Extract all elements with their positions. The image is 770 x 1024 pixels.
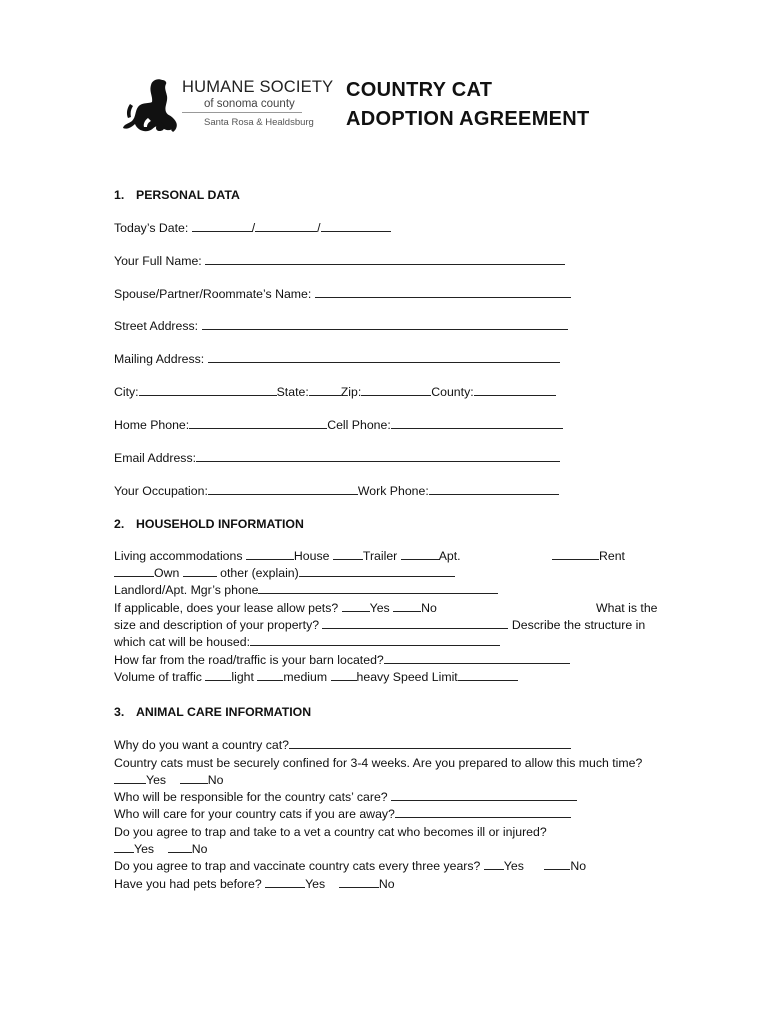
street-address-field[interactable] [202, 318, 568, 330]
option-label: No [378, 877, 395, 891]
confined-answer-row [114, 772, 223, 788]
field-label: State: [276, 385, 309, 399]
pets-yes-field[interactable] [265, 876, 305, 888]
todays-date-row: Today’s Date: / / [114, 220, 391, 236]
zip-field[interactable] [361, 384, 431, 396]
org-name: HUMANE SOCIETY [182, 78, 334, 96]
option-label: other (explain) [220, 566, 299, 580]
field-label: If applicable, does your lease allow pets? [114, 601, 339, 615]
trap-vet-no-field[interactable] [168, 841, 192, 853]
city-state-row [114, 384, 556, 400]
field-label: How far from the road/traffic is your barn located? [114, 653, 384, 667]
responsible-row [114, 789, 577, 805]
barn-distance-field[interactable] [384, 652, 570, 664]
option-label: Trailer [362, 549, 398, 563]
spouse-row [114, 286, 571, 302]
section-title: HOUSEHOLD INFORMATION [136, 517, 304, 531]
section-number: 3. [114, 705, 125, 719]
trap-vet-row [114, 824, 547, 840]
own-field[interactable] [114, 565, 154, 577]
option-label: medium [283, 670, 328, 684]
trap-vet-yes-field[interactable] [114, 841, 134, 853]
mailing-address-row [114, 351, 560, 367]
date-month-field[interactable] [192, 220, 252, 232]
home-phone-field[interactable] [189, 417, 327, 429]
option-label: No [421, 601, 437, 615]
title-line-1: COUNTRY CAT [346, 79, 493, 101]
section-number: 2. [114, 517, 125, 531]
field-label: City: [114, 385, 139, 399]
other-field[interactable] [183, 565, 217, 577]
option-label: House [293, 549, 330, 563]
option-label: No [570, 859, 587, 873]
section-1-heading [114, 187, 240, 203]
cell-phone-field[interactable] [391, 417, 563, 429]
section-title: ANIMAL CARE INFORMATION [136, 705, 312, 719]
option-label: Yes [134, 842, 155, 856]
option-label: Yes [503, 859, 524, 873]
option-label: Yes [146, 773, 167, 787]
option-label: Yes [369, 601, 390, 615]
field-label: Home Phone: [114, 418, 190, 432]
medium-field[interactable] [257, 669, 283, 681]
work-phone-field[interactable] [429, 483, 559, 495]
field-label: Speed Limit [392, 670, 458, 684]
vaccinate-row [114, 858, 586, 874]
confined-row [114, 755, 642, 771]
option-label: No [191, 842, 208, 856]
email-field[interactable] [196, 450, 560, 462]
full-name-field[interactable] [205, 253, 565, 265]
title-line-2: ADOPTION AGREEMENT [346, 108, 590, 130]
traffic-row [114, 669, 518, 685]
field-label: Country cats must be securely confined for 3-4 weeks. Are you prepared to allow this much time? [114, 756, 643, 770]
state-field[interactable] [309, 384, 341, 396]
section-number: 1. [114, 188, 125, 202]
away-row [114, 806, 571, 822]
section-title: PERSONAL DATA [136, 188, 240, 202]
field-label: Your Occupation: [114, 484, 208, 498]
rent-field[interactable] [552, 548, 599, 560]
landlord-row [114, 582, 498, 598]
living-accommodations-row [114, 548, 461, 564]
lease-yes-field[interactable] [342, 600, 370, 612]
option-label: Yes [305, 877, 326, 891]
what-is-the-text: What is the [596, 601, 658, 615]
field-label: Today’s Date: [114, 221, 189, 235]
email-row [114, 450, 560, 466]
field-label: Spouse/Partner/Roommate’s Name: [114, 287, 312, 301]
why-field[interactable] [289, 737, 571, 749]
phone-row [114, 417, 563, 433]
option-label: Apt. [438, 549, 461, 563]
org-location: Santa Rosa & Healdsburg [204, 117, 314, 128]
field-label: Street Address: [114, 319, 199, 333]
trailer-field[interactable] [333, 548, 363, 560]
option-label: Rent [599, 549, 625, 563]
lease-row [114, 600, 437, 616]
county-field[interactable] [474, 384, 556, 396]
section-3-heading [114, 704, 311, 720]
field-label: Cell Phone: [327, 418, 391, 432]
field-label: Work Phone: [357, 484, 429, 498]
option-label: heavy [356, 670, 390, 684]
spouse-name-field[interactable] [315, 286, 571, 298]
cat-housed-row [114, 634, 500, 650]
heavy-field[interactable] [331, 669, 357, 681]
field-label: Do you agree to trap and take to a vet a country cat who becomes ill or injured? [114, 825, 547, 839]
option-label: No [207, 773, 224, 787]
house-field[interactable] [246, 548, 294, 560]
field-label: Email Address: [114, 451, 197, 465]
field-label: size and description of your property? [114, 618, 320, 632]
why-row [114, 737, 571, 753]
field-label: Living accommodations [114, 549, 243, 563]
barn-distance-row [114, 652, 570, 668]
date-year-field[interactable] [321, 220, 391, 232]
field-label: Your Full Name: [114, 254, 202, 268]
mailing-address-field[interactable] [208, 351, 560, 363]
vaccinate-no-field[interactable] [544, 858, 570, 870]
field-label: Describe the structure in [511, 618, 646, 632]
speed-limit-field[interactable] [458, 669, 518, 681]
field-label: Who will care for your country cats if you are away? [114, 807, 395, 821]
field-label: Landlord/Apt. Mgr’s phone [114, 583, 259, 597]
confined-yes-field[interactable] [114, 772, 146, 784]
landlord-phone-field[interactable] [258, 582, 498, 594]
responsible-field[interactable] [391, 789, 577, 801]
field-label: Zip: [340, 385, 362, 399]
field-label: which cat will be housed: [114, 635, 251, 649]
rent-option [552, 548, 625, 564]
field-label: Mailing Address: [114, 352, 205, 366]
field-label: Volume of traffic [114, 670, 202, 684]
vaccinate-yes-field[interactable] [484, 858, 504, 870]
option-label: light [231, 670, 254, 684]
option-label: Own [154, 566, 180, 580]
logo-divider [182, 112, 302, 113]
own-other-row [114, 565, 455, 581]
street-address-row [114, 318, 568, 334]
other-explain-field[interactable] [299, 565, 455, 577]
full-name-row [114, 253, 565, 269]
cat-housed-field[interactable] [250, 634, 500, 646]
field-label: Who will be responsible for the country cats’ care? [114, 790, 388, 804]
trap-vet-answer-row [114, 841, 207, 857]
field-label: Have you had pets before? [114, 877, 262, 891]
field-label: Do you agree to trap and vaccinate country cats every three years? [114, 859, 481, 873]
section-2-heading [114, 516, 304, 532]
field-label: County: [431, 385, 474, 399]
away-field[interactable] [395, 806, 571, 818]
lease-no-field[interactable] [393, 600, 421, 612]
light-field[interactable] [205, 669, 231, 681]
pets-no-field[interactable] [339, 876, 379, 888]
field-label: Why do you want a country cat? [114, 738, 289, 752]
org-subtitle: of sonoma county [204, 98, 295, 110]
city-field[interactable] [139, 384, 277, 396]
apt-field[interactable] [401, 548, 439, 560]
confined-no-field[interactable] [180, 772, 208, 784]
property-size-row [114, 617, 645, 633]
property-size-field[interactable] [322, 617, 508, 629]
occupation-row [114, 483, 559, 499]
date-day-field[interactable] [255, 220, 317, 232]
pets-before-row [114, 876, 395, 892]
occupation-field[interactable] [208, 483, 358, 495]
